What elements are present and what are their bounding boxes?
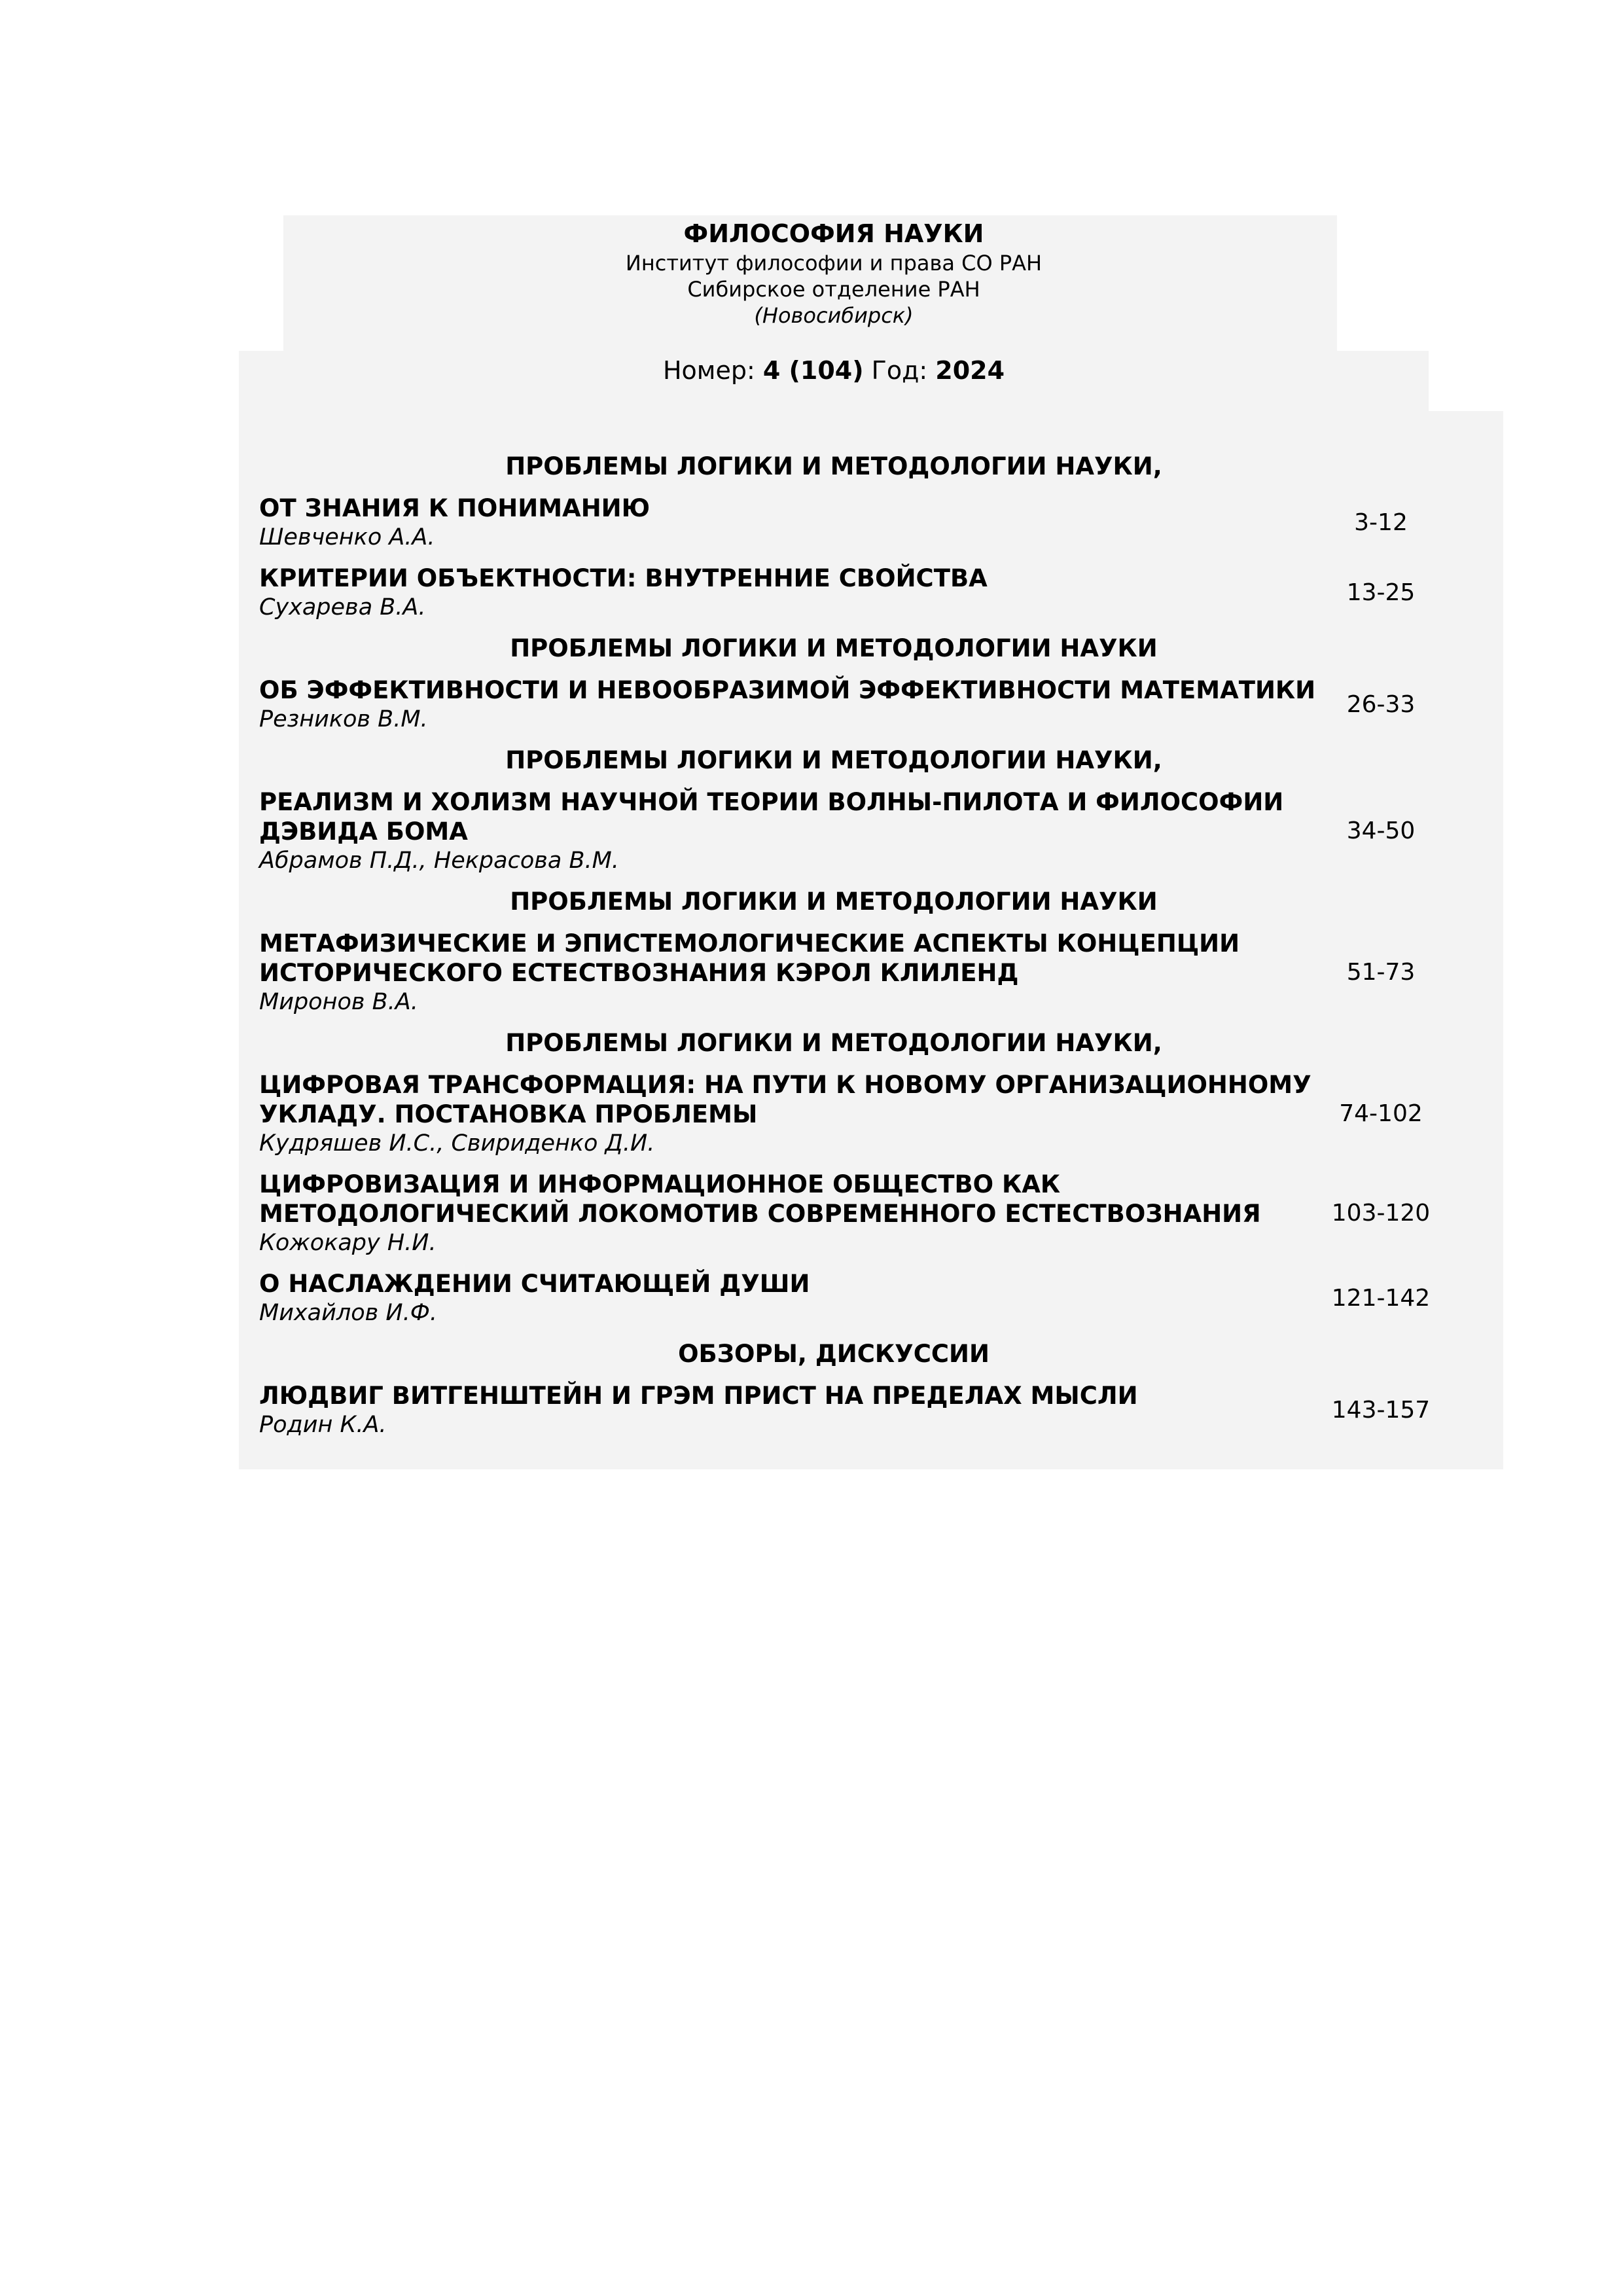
article-authors: Миронов В.А. — [259, 989, 418, 1015]
article-pages: 26-33 — [1346, 691, 1416, 718]
article-entry — [239, 1070, 1503, 1158]
division-name: Сибирское отделение РАН — [687, 277, 980, 302]
table-of-contents — [239, 452, 1503, 1451]
article-authors: Родин К.А. — [259, 1412, 387, 1438]
article-entry — [239, 675, 1503, 734]
issue-number-value: 4 (104) — [762, 356, 864, 385]
article-title[interactable]: ОТ ЗНАНИЯ К ПОНИМАНИЮ — [259, 494, 651, 522]
article-pages: 51-73 — [1346, 959, 1416, 986]
issue-year-label: Год: — [871, 356, 928, 385]
city-name: (Новосибирск) — [754, 303, 914, 328]
article-pages: 34-50 — [1346, 817, 1416, 844]
article-entry — [239, 1170, 1503, 1257]
article-authors: Кудряшев И.С., Свириденко Д.И. — [259, 1130, 655, 1157]
issue-number-label: Номер: — [662, 356, 755, 385]
article-entry — [239, 929, 1503, 1016]
article-authors: Михайлов И.Ф. — [259, 1300, 437, 1326]
article-title[interactable]: МЕТАФИЗИЧЕСКИЕ И ЭПИСТЕМОЛОГИЧЕСКИЕ АСПЕКТЫ КОНЦЕПЦИИ ИСТОРИЧЕСКОГО ЕСТЕСТВОЗНАНИЯ КЭРОЛ КЛИЛЕНД — [259, 929, 1240, 987]
institute-name: Институт философии и права СО РАН — [625, 251, 1043, 276]
article-info — [239, 1381, 1325, 1439]
article-info — [239, 493, 1325, 552]
section-heading: ПРОБЛЕМЫ ЛОГИКИ И МЕТОДОЛОГИИ НАУКИ — [510, 888, 1158, 916]
section-heading: ОБЗОРЫ, ДИСКУССИИ — [678, 1340, 990, 1368]
article-entry — [239, 564, 1503, 622]
article-title[interactable]: ЛЮДВИГ ВИТГЕНШТЕЙН И ГРЭМ ПРИСТ НА ПРЕДЕЛАХ МЫСЛИ — [259, 1382, 1138, 1410]
article-info — [239, 787, 1325, 875]
issue-year-value: 2024 — [935, 356, 1005, 385]
section-heading: ПРОБЛЕМЫ ЛОГИКИ И МЕТОДОЛОГИИ НАУКИ — [510, 634, 1158, 662]
article-entry — [239, 1381, 1503, 1439]
article-title[interactable]: О НАСЛАЖДЕНИИ СЧИТАЮЩЕЙ ДУШИ — [259, 1270, 810, 1298]
article-title[interactable]: КРИТЕРИИ ОБЪЕКТНОСТИ: ВНУТРЕННИЕ СВОЙСТВА — [259, 564, 988, 592]
article-authors: Резников В.М. — [259, 706, 428, 732]
section-heading: ПРОБЛЕМЫ ЛОГИКИ И МЕТОДОЛОГИИ НАУКИ, — [505, 452, 1162, 480]
article-pages: 13-25 — [1346, 579, 1416, 606]
article-title[interactable]: ЦИФРОВИЗАЦИЯ И ИНФОРМАЦИОННОЕ ОБЩЕСТВО КАК МЕТОДОЛОГИЧЕСКИЙ ЛОКОМОТИВ СОВРЕМЕННОГО ЕСТЕСТВОЗНАНИЯ — [259, 1170, 1261, 1228]
article-title[interactable]: ЦИФРОВАЯ ТРАНСФОРМАЦИЯ: НА ПУТИ К НОВОМУ ОРГАНИЗАЦИОННОМУ УКЛАДУ. ПОСТАНОВКА ПРОБЛЕМЫ — [259, 1071, 1311, 1128]
article-authors: Кожокару Н.И. — [259, 1230, 437, 1256]
article-info — [239, 675, 1325, 734]
article-authors: Шевченко А.А. — [259, 524, 435, 550]
article-entry — [239, 1269, 1503, 1327]
issue-info — [239, 355, 1429, 386]
section-heading: ПРОБЛЕМЫ ЛОГИКИ И МЕТОДОЛОГИИ НАУКИ, — [505, 746, 1162, 774]
section-heading: ПРОБЛЕМЫ ЛОГИКИ И МЕТОДОЛОГИИ НАУКИ, — [505, 1029, 1162, 1057]
article-info — [239, 1070, 1325, 1158]
journal-title: ФИЛОСОФИЯ НАУКИ — [683, 219, 984, 248]
article-info — [239, 929, 1325, 1016]
article-title[interactable]: РЕАЛИЗМ И ХОЛИЗМ НАУЧНОЙ ТЕОРИИ ВОЛНЫ-ПИЛОТА И ФИЛОСОФИИ ДЭВИДА БОМА — [259, 788, 1284, 846]
article-authors: Сухарева В.А. — [259, 594, 426, 620]
article-pages: 3-12 — [1354, 509, 1408, 536]
article-entry — [239, 787, 1503, 875]
article-entry — [239, 493, 1503, 552]
article-authors: Абрамов П.Д., Некрасова В.М. — [259, 848, 619, 874]
article-pages: 143-157 — [1331, 1396, 1431, 1424]
article-pages: 103-120 — [1331, 1200, 1431, 1227]
article-pages: 121-142 — [1331, 1284, 1431, 1312]
article-info — [239, 1269, 1325, 1327]
article-pages: 74-102 — [1339, 1100, 1423, 1127]
article-info — [239, 1170, 1325, 1257]
article-title[interactable]: ОБ ЭФФЕКТИВНОСТИ И НЕВООБРАЗИМОЙ ЭФФЕКТИВНОСТИ МАТЕМАТИКИ — [259, 676, 1316, 704]
article-info — [239, 564, 1325, 622]
